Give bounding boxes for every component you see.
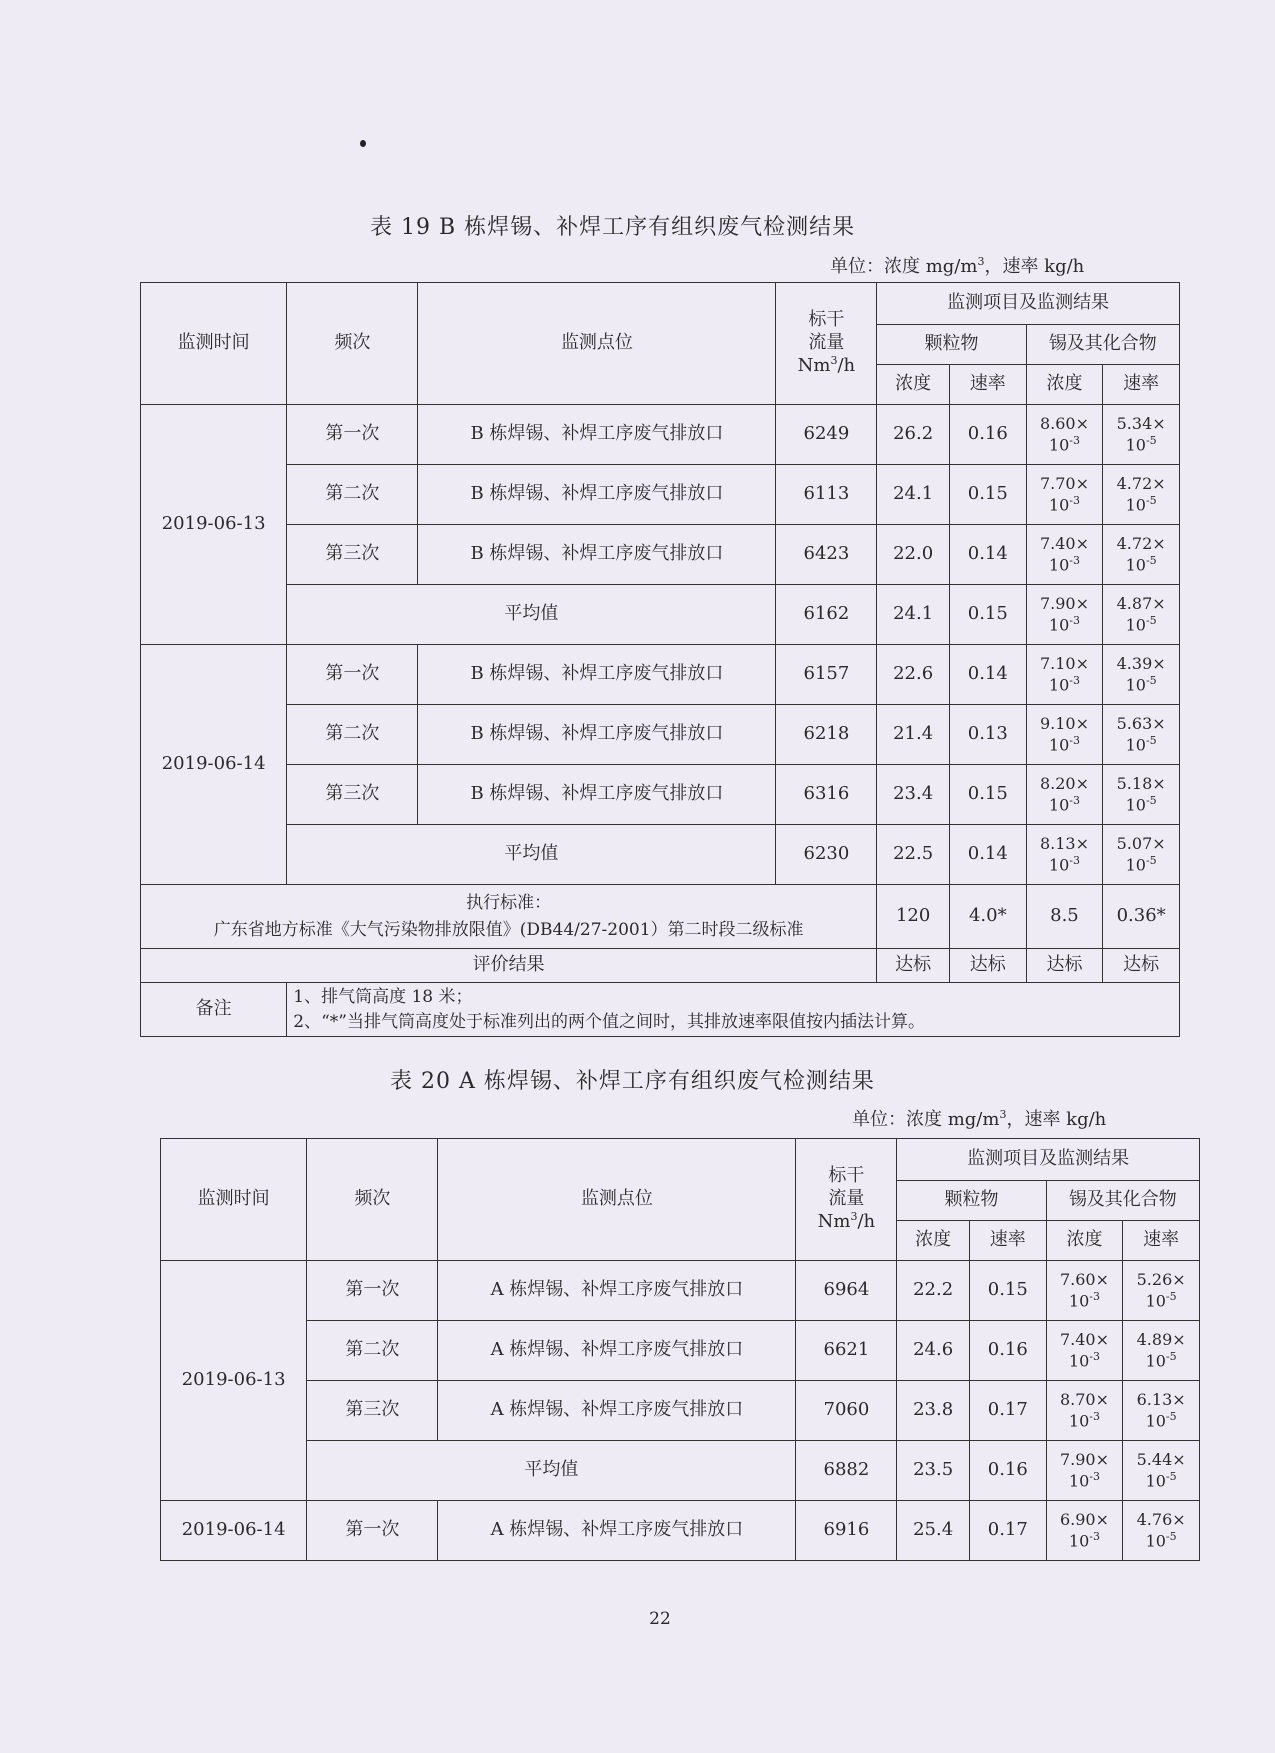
- particle-rate-cell: 0.17: [969, 1501, 1046, 1561]
- freq-cell: 第二次: [287, 465, 418, 525]
- particle-conc-cell: 22.0: [877, 525, 950, 585]
- table-row: [141, 765, 1180, 825]
- table-row: [141, 525, 1180, 585]
- particle-rate-cell: 0.15: [949, 585, 1026, 645]
- freq-cell: 第一次: [287, 645, 418, 705]
- date-cell: 2019-06-14: [161, 1501, 307, 1561]
- tin-conc-cell: 9.10× $10^{-3}$: [1026, 705, 1103, 765]
- header-tin: 锡及其化合物: [1046, 1181, 1199, 1221]
- header-conc: 浓度: [1026, 365, 1103, 405]
- average-label: 平均值: [287, 585, 776, 645]
- note-row: [141, 983, 1180, 1037]
- point-cell: B 栋焊锡、补焊工序废气排放口: [418, 765, 776, 825]
- table-row: [161, 1381, 1200, 1441]
- freq-cell: 第三次: [287, 765, 418, 825]
- particle-rate-cell: 0.16: [949, 405, 1026, 465]
- flow-cell: 6230: [776, 825, 877, 885]
- table-row: [141, 405, 1180, 465]
- point-cell: B 栋焊锡、补焊工序废气排放口: [418, 645, 776, 705]
- particle-conc-cell: 23.4: [877, 765, 950, 825]
- header-freq: 频次: [307, 1139, 438, 1261]
- header-rate: 速率: [1103, 365, 1180, 405]
- particle-conc-cell: 24.6: [897, 1321, 970, 1381]
- particle-rate-cell: 0.16: [969, 1441, 1046, 1501]
- standard-value: 4.0*: [949, 885, 1026, 949]
- tin-rate-cell: 4.89× $10^{-5}$: [1123, 1321, 1200, 1381]
- tin-rate-cell: 4.72× $10^{-5}$: [1103, 525, 1180, 585]
- tin-rate-cell: 4.72× $10^{-5}$: [1103, 465, 1180, 525]
- particle-conc-cell: 22.6: [877, 645, 950, 705]
- tin-conc-cell: 8.20× $10^{-3}$: [1026, 765, 1103, 825]
- average-label: 平均值: [307, 1441, 796, 1501]
- table20-title: 表 20 A 栋焊锡、补焊工序有组织废气检测结果: [390, 1069, 875, 1094]
- particle-rate-cell: 0.14: [949, 525, 1026, 585]
- header-flow: 标干 流量 Nm$^3$/h: [796, 1139, 897, 1261]
- flow-cell: 6249: [776, 405, 877, 465]
- particle-rate-cell: 0.15: [969, 1261, 1046, 1321]
- header-group: 监测项目及监测结果: [877, 283, 1180, 325]
- standard-row: [141, 885, 1180, 949]
- header-rate: 速率: [1123, 1221, 1200, 1261]
- standard-value: 8.5: [1026, 885, 1103, 949]
- particle-conc-cell: 22.5: [877, 825, 950, 885]
- point-cell: B 栋焊锡、补焊工序废气排放口: [418, 405, 776, 465]
- standard-cell: 执行标准： 广东省地方标准《大气污染物排放限值》(DB44/27-2001）第二时段二级标准: [141, 885, 877, 949]
- page-number: 22: [649, 1609, 671, 1629]
- table-row: [141, 705, 1180, 765]
- header-freq: 频次: [287, 283, 418, 405]
- header-time: 监测时间: [161, 1139, 307, 1261]
- tin-rate-cell: 4.39× $10^{-5}$: [1103, 645, 1180, 705]
- header-point: 监测点位: [418, 283, 776, 405]
- header-tin: 锡及其化合物: [1026, 325, 1179, 365]
- header-conc: 浓度: [897, 1221, 970, 1261]
- table19: [140, 282, 1180, 1037]
- particle-conc-cell: 21.4: [877, 705, 950, 765]
- table-row: [141, 465, 1180, 525]
- table-row-average: [161, 1441, 1200, 1501]
- point-cell: A 栋焊锡、补焊工序废气排放口: [438, 1321, 796, 1381]
- freq-cell: 第一次: [307, 1501, 438, 1561]
- flow-cell: 6964: [796, 1261, 897, 1321]
- freq-cell: 第二次: [307, 1321, 438, 1381]
- tin-conc-cell: 8.13× $10^{-3}$: [1026, 825, 1103, 885]
- tin-rate-cell: 5.63× $10^{-5}$: [1103, 705, 1180, 765]
- table20-unit: 单位：浓度 $mg/m^3$，速率 kg/h: [852, 1108, 1107, 1130]
- tin-rate-cell: 6.13× $10^{-5}$: [1123, 1381, 1200, 1441]
- header-flow: 标干 流量 Nm$^3$/h: [776, 283, 877, 405]
- tin-rate-cell: 5.26× $10^{-5}$: [1123, 1261, 1200, 1321]
- note-text: 1、排气筒高度 18 米； 2、“*”当排气筒高度处于标准列出的两个值之间时，其排放速率限值按内插法计算。: [287, 983, 1180, 1037]
- point-cell: A 栋焊锡、补焊工序废气排放口: [438, 1501, 796, 1561]
- point-cell: A 栋焊锡、补焊工序废气排放口: [438, 1261, 796, 1321]
- header-point: 监测点位: [438, 1139, 796, 1261]
- freq-cell: 第三次: [287, 525, 418, 585]
- flow-cell: 6316: [776, 765, 877, 825]
- table-row-average: [141, 585, 1180, 645]
- evaluation-label: 评价结果: [141, 949, 877, 983]
- flow-cell: 6157: [776, 645, 877, 705]
- tin-rate-cell: 5.07× $10^{-5}$: [1103, 825, 1180, 885]
- header-time: 监测时间: [141, 283, 287, 405]
- freq-cell: 第一次: [287, 405, 418, 465]
- tin-rate-cell: 5.34× $10^{-5}$: [1103, 405, 1180, 465]
- freq-cell: 第三次: [307, 1381, 438, 1441]
- particle-rate-cell: 0.15: [949, 465, 1026, 525]
- flow-cell: 6218: [776, 705, 877, 765]
- table20: [160, 1138, 1200, 1561]
- tin-conc-cell: 8.60× $10^{-3}$: [1026, 405, 1103, 465]
- tin-rate-cell: 5.44× $10^{-5}$: [1123, 1441, 1200, 1501]
- evaluation-value: 达标: [1103, 949, 1180, 983]
- header-particle: 颗粒物: [897, 1181, 1046, 1221]
- table-row: [141, 645, 1180, 705]
- table19-title: 表 19 B 栋焊锡、补焊工序有组织废气检测结果: [370, 215, 856, 240]
- particle-conc-cell: 23.8: [897, 1381, 970, 1441]
- particle-rate-cell: 0.13: [949, 705, 1026, 765]
- standard-value: 0.36*: [1103, 885, 1180, 949]
- header-conc: 浓度: [877, 365, 950, 405]
- particle-rate-cell: 0.15: [949, 765, 1026, 825]
- flow-cell: 6162: [776, 585, 877, 645]
- particle-conc-cell: 24.1: [877, 465, 950, 525]
- date-cell: 2019-06-14: [141, 645, 287, 885]
- date-cell: 2019-06-13: [161, 1261, 307, 1501]
- particle-rate-cell: 0.14: [949, 825, 1026, 885]
- tin-conc-cell: 7.90× $10^{-3}$: [1046, 1441, 1123, 1501]
- tin-conc-cell: 6.90× $10^{-3}$: [1046, 1501, 1123, 1561]
- particle-conc-cell: 24.1: [877, 585, 950, 645]
- particle-conc-cell: 26.2: [877, 405, 950, 465]
- point-cell: B 栋焊锡、补焊工序废气排放口: [418, 465, 776, 525]
- table-row: [161, 1261, 1200, 1321]
- tin-conc-cell: 7.90× $10^{-3}$: [1026, 585, 1103, 645]
- flow-cell: 6916: [796, 1501, 897, 1561]
- particle-rate-cell: 0.14: [949, 645, 1026, 705]
- note-label: 备注: [141, 983, 287, 1037]
- particle-conc-cell: 23.5: [897, 1441, 970, 1501]
- flow-cell: 6621: [796, 1321, 897, 1381]
- table-row-average: [141, 825, 1180, 885]
- tin-conc-cell: 8.70× $10^{-3}$: [1046, 1381, 1123, 1441]
- evaluation-row: [141, 949, 1180, 983]
- table-row: [161, 1501, 1200, 1561]
- tin-rate-cell: 5.18× $10^{-5}$: [1103, 765, 1180, 825]
- point-cell: B 栋焊锡、补焊工序废气排放口: [418, 705, 776, 765]
- tin-conc-cell: 7.60× $10^{-3}$: [1046, 1261, 1123, 1321]
- tin-conc-cell: 7.10× $10^{-3}$: [1026, 645, 1103, 705]
- particle-rate-cell: 0.16: [969, 1321, 1046, 1381]
- tin-rate-cell: 4.76× $10^{-5}$: [1123, 1501, 1200, 1561]
- particle-rate-cell: 0.17: [969, 1381, 1046, 1441]
- header-conc: 浓度: [1046, 1221, 1123, 1261]
- table19-unit: 单位：浓度 $mg/m^3$，速率 kg/h: [830, 255, 1085, 277]
- tin-conc-cell: 7.40× $10^{-3}$: [1046, 1321, 1123, 1381]
- header-group: 监测项目及监测结果: [897, 1139, 1200, 1181]
- ink-dot: [360, 140, 366, 147]
- evaluation-value: 达标: [877, 949, 950, 983]
- particle-conc-cell: 25.4: [897, 1501, 970, 1561]
- flow-cell: 6423: [776, 525, 877, 585]
- freq-cell: 第一次: [307, 1261, 438, 1321]
- standard-value: 120: [877, 885, 950, 949]
- evaluation-value: 达标: [1026, 949, 1103, 983]
- tin-rate-cell: 4.87× $10^{-5}$: [1103, 585, 1180, 645]
- point-cell: B 栋焊锡、补焊工序废气排放口: [418, 525, 776, 585]
- table-row: [161, 1321, 1200, 1381]
- date-cell: 2019-06-13: [141, 405, 287, 645]
- header-rate: 速率: [969, 1221, 1046, 1261]
- flow-cell: 7060: [796, 1381, 897, 1441]
- tin-conc-cell: 7.70× $10^{-3}$: [1026, 465, 1103, 525]
- evaluation-value: 达标: [949, 949, 1026, 983]
- header-rate: 速率: [949, 365, 1026, 405]
- average-label: 平均值: [287, 825, 776, 885]
- freq-cell: 第二次: [287, 705, 418, 765]
- flow-cell: 6113: [776, 465, 877, 525]
- flow-cell: 6882: [796, 1441, 897, 1501]
- header-particle: 颗粒物: [877, 325, 1026, 365]
- tin-conc-cell: 7.40× $10^{-3}$: [1026, 525, 1103, 585]
- point-cell: A 栋焊锡、补焊工序废气排放口: [438, 1381, 796, 1441]
- particle-conc-cell: 22.2: [897, 1261, 970, 1321]
